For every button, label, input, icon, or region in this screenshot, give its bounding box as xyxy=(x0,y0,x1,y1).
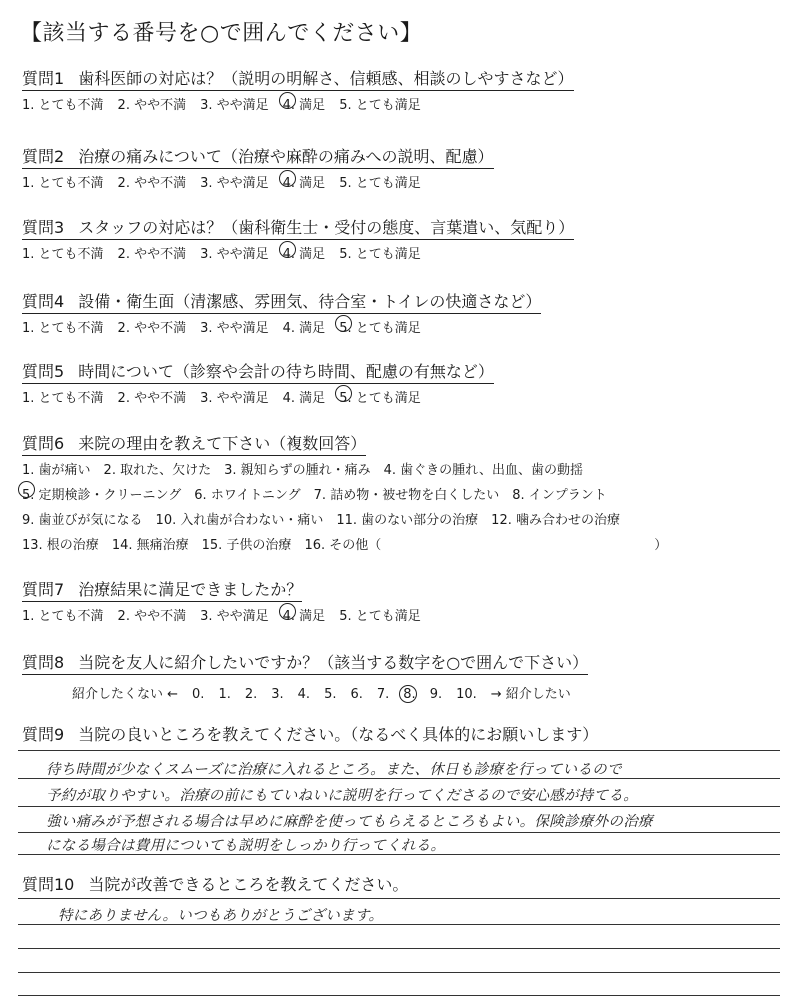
rating-option[interactable]: 3. やや満足 xyxy=(200,321,269,336)
scale-value[interactable]: 4. xyxy=(297,687,311,702)
rating-option[interactable]: 1. とても不満 xyxy=(22,247,104,262)
question-text: 当院を友人に紹介したいですか？（該当する数字を○で囲んで下さい） xyxy=(78,653,589,672)
rating-option[interactable]: 2. やや不満 xyxy=(117,609,187,624)
question-number: 質問9 xyxy=(22,725,65,744)
rating-options xyxy=(22,243,782,262)
question-number: 質問2 xyxy=(22,147,65,166)
rating-option[interactable]: 5. とても満足 xyxy=(339,247,421,262)
rating-option[interactable]: 1. とても不満 xyxy=(22,98,104,113)
rating-option[interactable]: 5. とても満足 xyxy=(339,609,421,624)
rating-option[interactable]: 5. とても満足 xyxy=(339,176,421,191)
question-4 xyxy=(22,289,782,336)
question-number: 質問4 xyxy=(22,292,65,311)
question-number: 質問5 xyxy=(22,362,65,381)
rating-options xyxy=(22,317,782,336)
question-text: 時間について（診察や会計の待ち時間、配慮の有無など） xyxy=(78,362,494,381)
question-text: 来院の理由を教えて下さい（複数回答） xyxy=(78,434,367,453)
rating-option-selected[interactable]: 5. とても満足 xyxy=(339,317,421,336)
scale-value[interactable]: 5. xyxy=(324,687,337,702)
rating-option[interactable]: 4. 満足 xyxy=(282,391,326,406)
rating-option-selected[interactable]: 4. 満足 xyxy=(283,172,326,191)
reason-option[interactable]: 16. その他（ ） xyxy=(304,538,668,553)
reason-row xyxy=(22,533,782,558)
scale-left-label: 紹介したくない ← xyxy=(72,687,179,702)
scale-value[interactable]: 10. xyxy=(456,687,477,702)
rating-option[interactable]: 3. やや満足 xyxy=(200,247,269,262)
question-title xyxy=(22,359,494,384)
rating-option-selected[interactable]: 4. 満足 xyxy=(283,94,326,113)
rating-option[interactable]: 3. やや満足 xyxy=(200,609,269,624)
question-title xyxy=(22,66,574,91)
reason-option[interactable]: 10. 入れ歯が合わない・痛い xyxy=(155,513,324,528)
question-3 xyxy=(22,215,782,262)
instruction-header: 【該当する番号を○で囲んでください】 xyxy=(20,21,423,46)
question-number: 質問3 xyxy=(22,218,65,237)
reason-option[interactable]: 13. 根の治療 xyxy=(22,538,99,553)
question-text: 設備・衛生面（清潔感、雰囲気、待合室・トイレの快適さなど） xyxy=(78,292,542,311)
ruled-line xyxy=(18,898,780,899)
reason-row xyxy=(22,508,782,533)
rating-option[interactable]: 1. とても不満 xyxy=(22,609,104,624)
question-1 xyxy=(22,66,782,113)
rating-option[interactable]: 4. 満足 xyxy=(282,321,326,336)
question-6 xyxy=(22,431,782,558)
rating-options xyxy=(22,387,782,406)
answer-area-q10 xyxy=(18,898,780,998)
question-title xyxy=(22,431,366,456)
scale-value[interactable]: 1. xyxy=(218,687,231,702)
question-number: 質問1 xyxy=(22,69,65,88)
question-text: 当院が改善できるところを教えてください。 xyxy=(88,875,409,894)
reason-row xyxy=(22,483,782,508)
rating-option-selected[interactable]: 4. 満足 xyxy=(283,243,326,262)
handwritten-answer-line: 特にありません。いつもありがとうございます。 xyxy=(58,908,384,924)
rating-option[interactable]: 3. やや満足 xyxy=(200,98,269,113)
scale-value[interactable]: 3. xyxy=(271,687,284,702)
ruled-line xyxy=(18,948,780,949)
question-text: 歯科医師の対応は？（説明の明解さ、信頼感、相談のしやすさなど） xyxy=(78,69,574,88)
reason-option[interactable]: 8. インプラント xyxy=(512,488,607,503)
rating-option[interactable]: 2. やや不満 xyxy=(117,98,187,113)
rating-option[interactable]: 2. やや不満 xyxy=(117,321,187,336)
question-text: スタッフの対応は？（歯科衛生士・受付の態度、言葉遣い、気配り） xyxy=(78,218,575,237)
question-title xyxy=(22,872,408,896)
scale-right-label: → 紹介したい xyxy=(490,687,571,702)
question-9 xyxy=(22,722,782,746)
rating-option-selected[interactable]: 5. とても満足 xyxy=(339,387,421,406)
scale-value[interactable]: 6. xyxy=(350,687,363,702)
question-title xyxy=(22,722,598,746)
question-title xyxy=(22,144,494,169)
question-title xyxy=(22,650,588,675)
ruled-line xyxy=(18,806,780,807)
reason-option[interactable]: 6. ホワイトニング xyxy=(194,488,301,503)
reason-options xyxy=(22,458,782,558)
question-2 xyxy=(22,144,782,191)
rating-option[interactable]: 2. やや不満 xyxy=(117,247,187,262)
reason-option-selected[interactable]: 5. 定期検診・クリーニング xyxy=(22,483,181,508)
question-number: 質問6 xyxy=(22,434,65,453)
handwritten-answer-line: 予約が取りやすい。治療の前にもていねいに説明を行ってくださるので安心感が持てる。 xyxy=(46,788,638,804)
ruled-line xyxy=(18,972,780,973)
handwritten-answer-line: 強い痛みが予想される場合は早めに麻酔を使ってもらえるところもよい。保険診療外の治療 xyxy=(46,814,653,830)
question-number: 質問7 xyxy=(22,580,65,599)
ruled-line xyxy=(18,995,780,996)
rating-options xyxy=(22,172,782,191)
rating-options xyxy=(22,605,782,624)
scale-value[interactable]: 2. xyxy=(244,687,258,702)
handwritten-answer-line: 待ち時間が少なくスムーズに治療に入れるところ。また、休日も診療を行っているので xyxy=(46,762,622,778)
reason-option[interactable]: 7. 詰め物・被せ物を白くしたい xyxy=(313,488,500,503)
rating-option[interactable]: 3. やや満足 xyxy=(200,176,269,191)
reason-option[interactable]: 12. 噛み合わせの治療 xyxy=(491,513,620,528)
rating-option-selected[interactable]: 4. 満足 xyxy=(283,605,326,624)
reason-option[interactable]: 15. 子供の治療 xyxy=(201,538,292,553)
ruled-line xyxy=(18,832,780,833)
question-title xyxy=(22,577,302,602)
ruled-line xyxy=(18,750,780,751)
question-text: 当院の良いところを教えてください。（なるべく具体的にお願いします） xyxy=(78,725,599,744)
rating-option[interactable]: 1. とても不満 xyxy=(22,391,104,406)
reason-row xyxy=(22,458,782,483)
scale-value[interactable]: 7. xyxy=(376,687,390,702)
rating-option[interactable]: 2. やや不満 xyxy=(117,176,187,191)
reason-option[interactable]: 14. 無痛治療 xyxy=(111,538,189,553)
reason-option[interactable]: 4. 歯ぐきの腫れ、出血、歯の動揺 xyxy=(383,463,583,478)
reason-option[interactable]: 11. 歯のない部分の治療 xyxy=(336,513,479,528)
question-8 xyxy=(22,650,782,702)
rating-option[interactable]: 2. やや不満 xyxy=(117,391,187,406)
rating-option[interactable]: 1. とても不満 xyxy=(22,321,104,336)
answer-area-q9 xyxy=(18,750,780,860)
question-title xyxy=(22,289,541,314)
question-7 xyxy=(22,577,782,624)
scale-value[interactable]: 9. xyxy=(429,687,443,702)
reason-option[interactable]: 2. 取れた、欠けた xyxy=(103,463,212,478)
question-5 xyxy=(22,359,782,406)
handwritten-answer-line: になる場合は費用についても説明をしっかり行ってくれる。 xyxy=(46,838,446,854)
question-10 xyxy=(22,872,782,896)
reason-option[interactable]: 1. 歯が痛い xyxy=(22,463,91,478)
scale-value-selected[interactable]: 8. xyxy=(403,687,416,702)
question-number: 質問10 xyxy=(22,875,75,894)
question-title xyxy=(22,215,574,240)
rating-options xyxy=(22,94,782,113)
scale-value[interactable]: 0. xyxy=(192,687,205,702)
rating-option[interactable]: 5. とても満足 xyxy=(339,98,421,113)
recommend-scale xyxy=(22,683,782,702)
question-text: 治療の痛みについて（治療や麻酔の痛みへの説明、配慮） xyxy=(78,147,494,166)
rating-option[interactable]: 1. とても不満 xyxy=(22,176,104,191)
question-number: 質問8 xyxy=(22,653,65,672)
reason-option[interactable]: 3. 親知らずの腫れ・痛み xyxy=(224,463,371,478)
reason-option[interactable]: 9. 歯並びが気になる xyxy=(22,513,143,528)
rating-option[interactable]: 3. やや満足 xyxy=(200,391,269,406)
question-text: 治療結果に満足できましたか？ xyxy=(78,580,303,599)
